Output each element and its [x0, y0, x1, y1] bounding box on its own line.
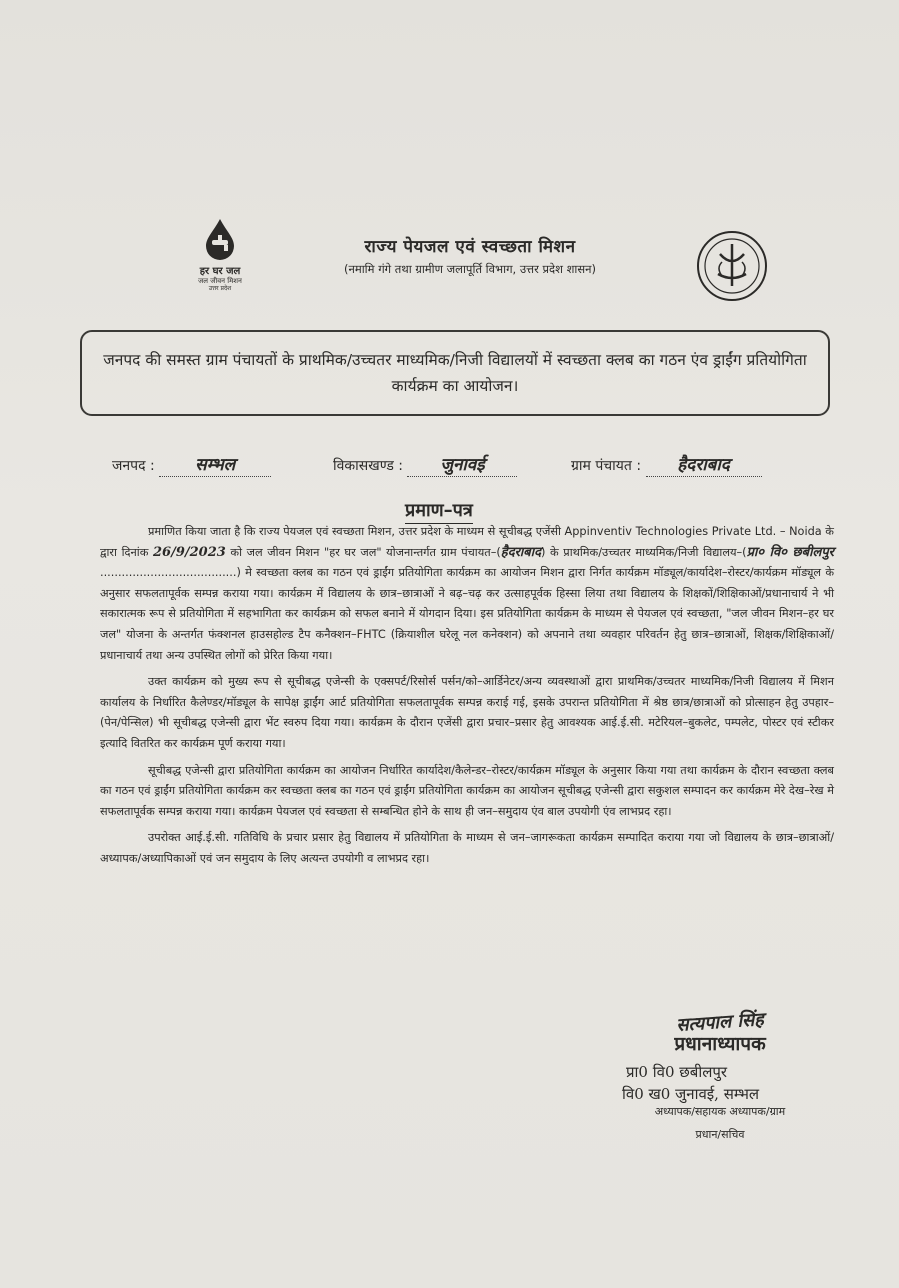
paragraph-4: उपरोक्त आई.ई.सी. गतिविधि के प्रचार प्रसार हेतु विद्यालय में प्रतियोगिता के माध्यम से जन–जागरूकता कार्यक्रम सम्पादित कराया गया जो विद्यालय के छात्र–छात्राओं/अध्यापक/अध्यापिकाओं एवं जन समुदाय के लिए अत्यन्त उपयोगी व लाभप्रद रहा। [100, 831, 834, 865]
certificate-body [100, 522, 834, 876]
paragraph-1 [100, 522, 834, 666]
paragraph-3: सूचीबद्ध एजेन्सी द्वारा प्रतियोगिता कार्यक्रम का आयोजन निर्धारित कार्यादेश/कैलेन्डर–रोस्टर/कार्यक्रम मॉड्यूल के अनुसार किया गया तथा कार्यक्रम के दौरान स्वच्छता क्लब का गठन एवं ड्राईंग प्रतियोगिता कार्यक्रम कर स्वच्छता क्लब का गठन एवं ड्राईंग प्रतियोगिता कार्यक्रम का आयोजन सूचीबद्ध एजेन्सी द्वारा सकुशल सम्पादन कर कार्यक्रम मेरे देख–रेख मे सफलतापूर्वक सम्पन्न कराया गया। कार्यक्रम पेयजल एवं स्वच्छता से सम्बन्धित होने के साथ ही जन–समुदाय एंव बाल उपयोगी एंव लाभप्रद रहा। [100, 763, 834, 818]
gram-panchayat-label: ग्राम पंचायत : [571, 458, 642, 474]
logo-caption-state: उत्तर प्रदेश [208, 285, 232, 292]
logo-caption-sub: जल जीवन मिशन [198, 277, 242, 285]
p1-gram-panchayat: हैदराबाद [500, 544, 541, 560]
janpad-value: सम्भल [159, 452, 271, 477]
jal-jeevan-mission-logo [185, 218, 255, 296]
stamp-school: प्रा0 वि0 छबीलपुर [626, 1063, 728, 1081]
vikaskhand-label: विकासखण्ड : [333, 458, 404, 474]
vikaskhand-field [333, 452, 517, 477]
logo-caption-main: हर घर जल [199, 266, 241, 277]
p1-text-a: प्रमाणित किया जाता है कि राज्य पेयजल एवं स्वच्छता मिशन, उत्तर प्रदेश के माध्यम से सूचीबद्ध एजेंसी Appinventiv Technologies Private Ltd. – Noida के द्वारा दिनांक [100, 525, 834, 559]
gram-panchayat-field [571, 452, 762, 477]
program-title-banner: जनपद की समस्त ग्राम पंचायतों के प्राथमिक/उच्चतर माध्यमिक/निजी विद्यालयों में स्वच्छता क्लब का गठन एंव ड्राईंग प्रतियोगिता कार्यक्रम का आयोजन। [80, 330, 830, 416]
gram-panchayat-value: हैदराबाद [646, 452, 762, 477]
water-drop-tap-icon [203, 218, 237, 260]
p1-text-c: ) के प्राथमिक/उच्चतर माध्यमिक/निजी विद्यालय–( [540, 545, 747, 559]
stamp-block: वि0 ख0 जुनावई, सम्भल [622, 1085, 760, 1103]
signature-name: सत्यपाल सिंह [675, 1008, 765, 1037]
p1-school-name: प्रा० वि० छबीलपुर [746, 544, 834, 560]
janpad-field [112, 452, 271, 477]
signatory-role-line-1: अध्यापक/सहायक अध्यापक/ग्राम [654, 1105, 786, 1118]
location-fields [0, 440, 899, 480]
up-government-seal-icon [696, 222, 768, 310]
signature-block [620, 1010, 820, 1142]
paragraph-2: उक्त कार्यक्रम को मुख्य रूप से सूचीबद्ध एजेन्सी के एक्सपर्ट/रिसोर्स पर्सन/को–आर्डिनेटर/अन्य व्यवस्थाओं द्वारा प्राथमिक/उच्चतर माध्यमिक/निजी विद्यालय में मिशन कार्यालय के निर्धारित कैलेण्डर/मॉड्यूल के सापेक्ष ड्राईंग आर्ट प्रतियोगिता सफलतापूर्वक सम्पन्न कराई गई, इसके उपरान्त प्रतियोगिता में श्रेष्ठ छात्र/छात्राओं को प्रोत्साहन हेतु उपहार–(पेन/पेन्सिल) भी सूचीबद्ध एजेन्सी द्वारा भेंट स्वरुप दिया गया। कार्यक्रम के दौरान एजेंसी द्वारा प्रचार–प्रसार हेतु आवश्यक आई.ई.सी. मटेरियल–बुकलेट, पम्पलेट, पोस्टर एवं स्टीकर इत्यादि वितरित कर कार्यक्रम पूर्ण कराया गया। [100, 675, 834, 750]
signatory-role-line-2: प्रधान/सचिव [695, 1128, 745, 1141]
organization-subtitle: (नमामि गंगे तथा ग्रामीण जलापूर्ति विभाग, उत्तर प्रदेश शासन) [343, 262, 597, 276]
vikaskhand-value: जुनावई [407, 452, 517, 477]
stamp-designation: प्रधानाध्यापक [674, 1033, 766, 1055]
organization-title: राज्य पेयजल एवं स्वच्छता मिशन [364, 237, 576, 257]
p1-text-d: ......................................) मे स्वच्छता क्लब का गठन एवं ड्राईंग प्रतियोगिता कार्यक्रम का आयोजन मिशन द्वारा निर्गत कार्यक्रम मॉड्यूल/कार्यादेश–रोस्टर/कार्यक्रम मॉड्यूल के अनुसार सफलतापूर्वक सम्पन्न कराया गया। कार्यक्रम में विद्यालय के छात्र–छात्राओं ने बढ़–चढ़ कर उत्साहपूर्वक हिस्सा लिया तथा विद्यालय के शिक्षकों/शिक्षिकाओं/प्रधानाचार्य ने भी सकारात्मक रूप से प्रतियोगिता में सहभागिता कर कार्यक्रम को सफल बनाने में योगदान दिया। इस प्रतियोगिता कार्यक्रम के माध्यम से पेयजल एवं स्वच्छता, "जल जीवन मिशन–हर घर जल" योजना के अन्तर्गत फंक्शनल हाउसहोल्ड टैप कनैक्शन–FHTC (क्रियाशील घरेलू नल कनेक्शन) को अपनाने तथा व्यवहार परिवर्तन हेतु छात्र–छात्राओं, शिक्षक/शिक्षिकाओं/प्रधानाचार्य तथा अन्य उपस्थित लोगों को प्रेरित किया गया। [100, 566, 834, 662]
p1-date: 26/9/2023 [152, 544, 226, 560]
janpad-label: जनपद : [112, 458, 155, 474]
p1-text-b: को जल जीवन मिशन "हर घर जल" योजनान्तर्गत ग्राम पंचायत–( [230, 545, 501, 559]
certificate-title: प्रमाण–पत्र [405, 498, 473, 524]
